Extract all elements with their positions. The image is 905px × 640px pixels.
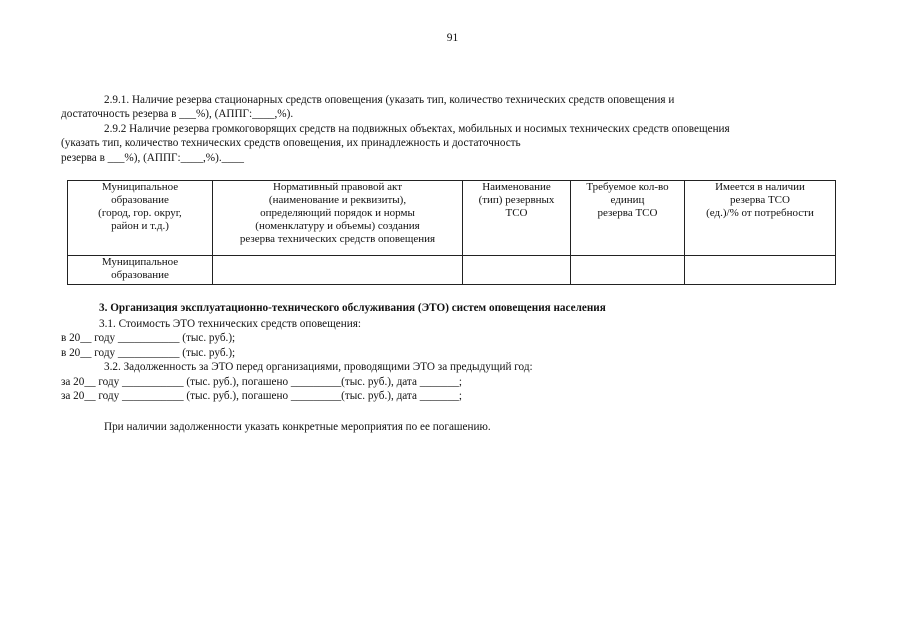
cell-legal-act (213, 256, 463, 285)
header-required-count: Требуемое кол-во единиц резерва ТСО (571, 181, 685, 256)
cell-reserve-type (463, 256, 571, 285)
section-3-note: При наличии задолженности указать конкретные мероприятия по ее погашению. (104, 421, 491, 433)
cell-available (685, 256, 836, 285)
paragraph-2-9-2-line-1: 2.9.2 Наличие резерва громкоговорящих средств на подвижных объектах, мобильных и носимых технических средств оповещения (104, 123, 730, 135)
paragraph-2-9-2-line-3: резерва в ___%), (АППГ:____,%).____ (61, 152, 244, 164)
cell-required-count (571, 256, 685, 285)
header-available: Имеется в наличии резерва ТСО (ед.)/% от потребности (685, 181, 836, 256)
header-municipality: Муниципальное образование (город, гор. округ, район и т.д.) (68, 181, 213, 256)
section-3-2-title: 3.2. Задолженность за ЭТО перед организациями, проводящими ЭТО за предыдущий год: (104, 361, 533, 373)
page-number: 91 (446, 32, 459, 44)
paragraph-2-9-1-line-1: 2.9.1. Наличие резерва стационарных средств оповещения (указать тип, количество технических средств оповещения и (104, 94, 675, 106)
section-3-2-line-1: за 20__ году ___________ (тыс. руб.), погашено _________(тыс. руб.), дата _______; (61, 376, 462, 388)
paragraph-2-9-1-line-2: достаточность резерва в ___%), (АППГ:____,%). (61, 108, 294, 120)
paragraph-2-9-2-line-2: (указать тип, количество технических средств оповещения, их принадлежность и достаточность (61, 137, 521, 149)
section-3-1-title: 3.1. Стоимость ЭТО технических средств оповещения: (99, 318, 361, 330)
table-row (68, 256, 836, 285)
table-header-row (68, 181, 836, 256)
header-legal-act: Нормативный правовой акт (наименование и реквизиты), определяющий порядок и нормы (номенклатуру и объемы) создания резерва технических средств оповещения (213, 181, 463, 256)
cell-municipality: Муниципальное образование (68, 256, 213, 285)
header-reserve-type: Наименование (тип) резервных ТСО (463, 181, 571, 256)
section-3-2-line-2: за 20__ году ___________ (тыс. руб.), погашено _________(тыс. руб.), дата _______; (61, 390, 462, 402)
section-3-1-line-1: в 20__ году ___________ (тыс. руб.); (61, 332, 236, 344)
section-3-heading: 3. Организация эксплуатационно-технического обслуживания (ЭТО) систем оповещения населения (99, 302, 606, 314)
section-3-1-line-2: в 20__ году ___________ (тыс. руб.); (61, 347, 236, 359)
reserve-table (67, 180, 836, 285)
